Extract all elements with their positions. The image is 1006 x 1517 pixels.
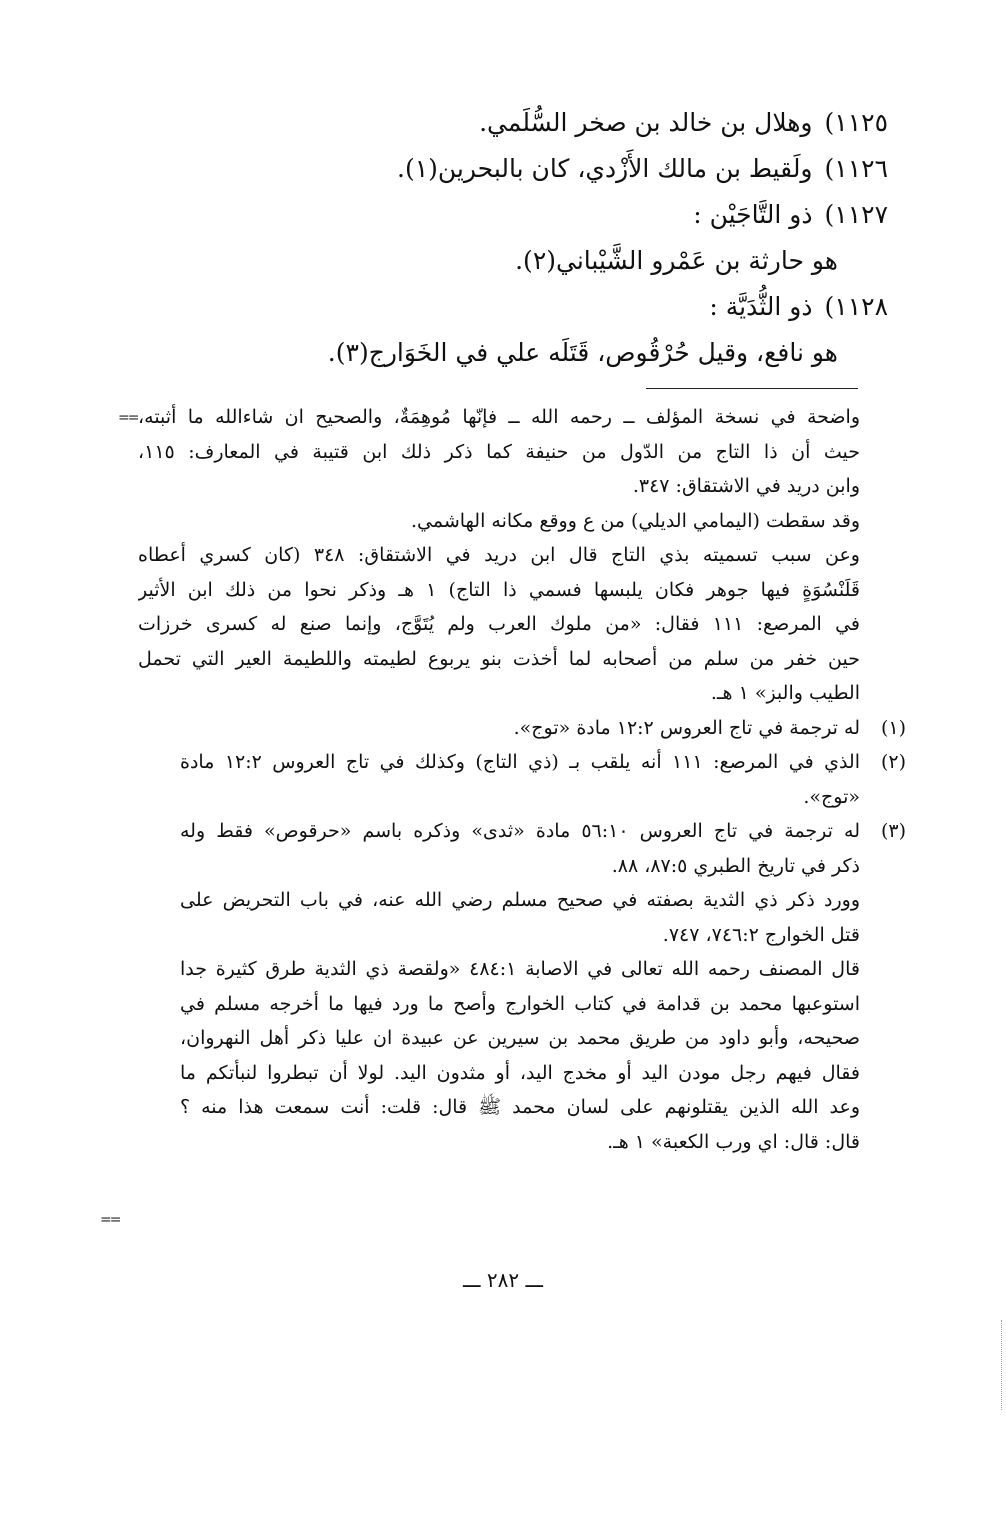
footnote-3 (138, 814, 906, 1159)
footnote-1 (138, 711, 906, 746)
note-line: قال المصنف رحمه الله تعالى في الاصابة ٤٨٤:١ «ولقصة ذي الثدية طرق كثيرة جدا (180, 958, 860, 980)
entry-1126 (128, 146, 888, 192)
note-line: قتل الخوارج ٧٤٦:٢، ٧٤٧. (662, 923, 860, 946)
footnote-number: (٣) (880, 820, 906, 842)
note-line: وقد سقطت (اليمامي الديلي) من ع ووقع مكانه الهاشمي. (410, 509, 860, 532)
entry-1127-detail: هو حارثة بن عَمْرو الشَّيْباني(٢). (515, 246, 838, 275)
note-line: في المرصع: ١١١ فقال: «من ملوك العرب ولم يُتَوَّج، وإنما صنع له كسرى خرزات (138, 613, 860, 635)
continued-note (138, 400, 860, 711)
entry-1128-detail: هو نافع، وقيل حُرْقُوص، قَتَلَه علي في الخَوَارج(٣). (327, 338, 838, 367)
note-line: الطيب والبز» ١ هـ. (710, 682, 860, 704)
note-line: وورد ذكر ذي الثدية بصفته في صحيح مسلم رضي الله عنه، في باب التحريض على (180, 889, 860, 911)
footnote-separator (646, 388, 858, 389)
note-line: الذي في المرصع: ١١١ أنه يلقب بـ (ذي التاج) وكذلك في تاج العروس ١٢:٢ مادة (180, 751, 860, 773)
entry-1128 (128, 284, 888, 330)
entry-number: ١١٢٥) (824, 108, 888, 137)
note-line: قال: قال: اي ورب الكعبة» ١ هـ. (607, 1130, 860, 1153)
note-line: وعد الله الذين يقتلونهم على لسان محمد ﷺ قال: قلت: أنت سمعت هذا منه ؟ (180, 1096, 860, 1118)
note-line: صحيحه، وأبو داود من طريق محمد بن سيرين عن عبيدة ان عليا ذكر أهل النهروان، (180, 1027, 860, 1049)
note-line: قَلَنْسُوَةٍ فيها جوهر فكان يلبسها فسمي ذا التاج) ١ هـ وذكر نحوا من ذلك ابن الأثير (138, 578, 860, 601)
footnote-number: (٢) (880, 751, 906, 773)
entry-text: ولَقيط بن مالك الأَزْدي، كان بالبحرين(١). (397, 154, 813, 183)
entry-number: ١١٢٧) (824, 200, 888, 229)
note-line: له ترجمة في تاج العروس ١٢:٢ مادة «توج». (513, 716, 860, 739)
footnote-number: (١) (880, 716, 906, 739)
note-line: استوعبها محمد بن قدامة في كتاب الخوارج وأصح ما ورد فيها ما أخرجه مسلم في (180, 992, 860, 1015)
note-line: له ترجمة في تاج العروس ٥٦:١٠ مادة «ثدى» وذكره باسم «حرقوص» فقط وله (180, 820, 860, 842)
continuation-marker-bottom: == (100, 1212, 120, 1228)
entry-number: ١١٢٦) (824, 154, 888, 183)
footnote-2 (138, 745, 906, 814)
note-line: «توج». (803, 785, 860, 808)
note-line: وعن سبب تسميته بذي التاج قال ابن دريد في الاشتقاق: ٣٤٨ (كان كسري أعطاه (138, 544, 860, 566)
entry-text: وهلال بن خالد بن صخر السُّلَمي. (479, 108, 813, 137)
note-line: ذكر في تاريخ الطبري ٨٧:٥، ٨٨. (611, 854, 860, 877)
entry-text: ذو الثُّدَيَّة : (709, 292, 813, 321)
continuation-marker-top: == (118, 410, 138, 426)
note-line: حين خفر من سلم من أصحابه لما أخذت بنو يربوع لطيمته واللطيمة العير التي تحمل (138, 647, 860, 670)
entry-1125 (128, 100, 888, 146)
entry-number: ١١٢٨) (824, 292, 888, 321)
page-number: ـــ ٢٨٢ ـــ (462, 1268, 544, 1292)
scan-edge-mark (999, 1320, 1002, 1410)
main-text (128, 100, 888, 376)
entry-1127 (128, 192, 888, 238)
note-line: حيث أن ذا التاج من الدّول من حنيفة كما ذكر ذلك ابن قتيبة في المعارف: ١١٥، (138, 440, 860, 463)
note-line: وابن دريد في الاشتقاق: ٣٤٧. (632, 475, 860, 497)
entry-text: ذو التَّاجَيْن : (693, 200, 813, 229)
note-line: فقال فيهم رجل مودن اليد أو مخدج اليد، أو مثدون اليد. لولا أن تبطروا لنبأتكم ما (180, 1061, 860, 1084)
footnotes-area (138, 400, 906, 1159)
note-line: واضحة في نسخة المؤلف ــ رحمه الله ــ فإنّها مُوهِمَةٌ، والصحيح ان شاءالله ما أثبته، (138, 406, 860, 428)
